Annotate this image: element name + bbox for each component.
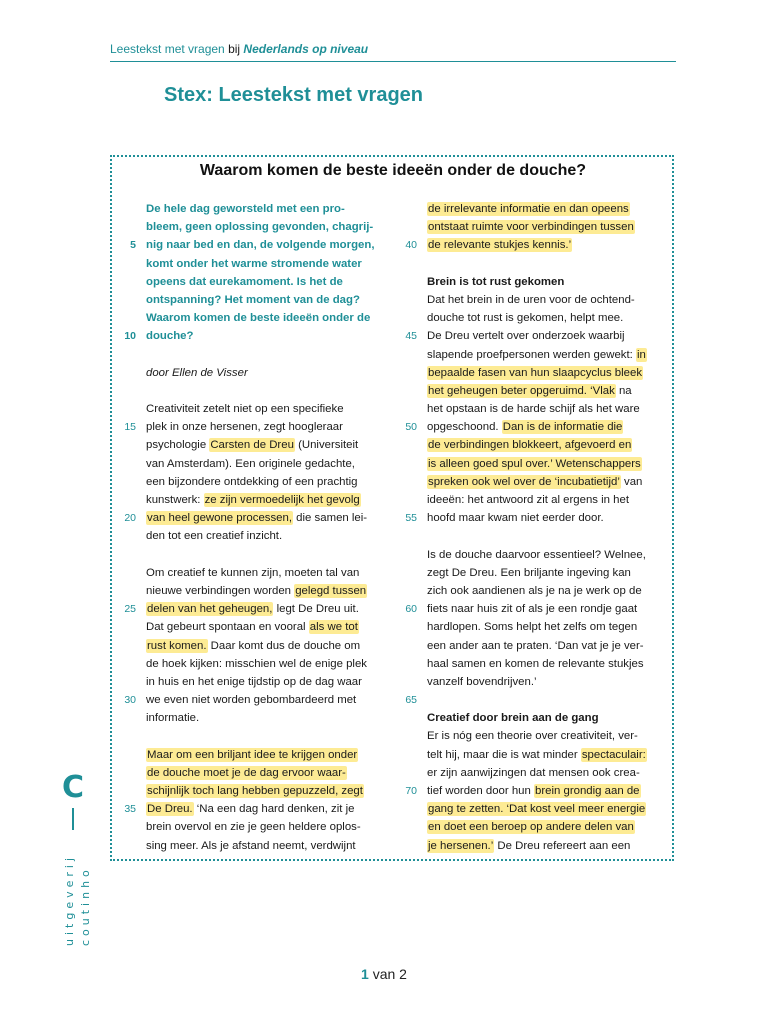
text-line [427,255,679,273]
page-number [0,966,768,982]
text-line [124,600,390,618]
highlighted-text: gang te zetten. ‘Dat kost veel meer energie [428,803,646,816]
highlighted-text: Dan is de informatie die [502,421,623,434]
text-line [427,291,679,309]
highlighted-text: gelegd tussen [295,584,367,597]
publisher-logo-bar [72,808,74,830]
text-segment: bleem, geen oplossing gevonden, chagrij- [146,221,374,234]
text-segment: opeens dat eurekamoment. Is het de [146,275,343,288]
text-segment: het opstaan is de harde schijf als het ware [427,403,640,416]
text-line [146,491,390,509]
text-line [427,473,679,491]
line-number: 10 [124,330,136,343]
text-line [146,818,390,836]
text-segment: in huis en het enige tijdstip op de dag waar [146,675,362,688]
text-line [427,764,679,782]
text-line [427,655,679,673]
highlighted-text: brein grondig aan de [535,785,640,797]
text-line [146,218,390,236]
text-line [427,546,679,564]
text-line [427,673,679,691]
text-line [427,436,679,454]
text-line [427,727,679,745]
running-header-part-a: Leestekst met vragen [110,42,225,56]
line-number: 50 [405,421,417,434]
text-segment: nieuwe verbindingen worden [146,584,295,597]
text-line [405,236,679,254]
text-line [146,655,390,673]
text-line [124,509,390,527]
text-segment: ideeën: het antwoord zit al ergens in het [427,494,630,506]
text-line [146,309,390,327]
highlighted-text: Maar om een briljant idee te krijgen onder [147,748,358,761]
text-line [427,837,679,855]
text-segment: informatie. [146,712,200,725]
text-line [427,618,679,636]
text-line [405,327,679,345]
text-line [405,691,679,709]
text-segment: Creatief door brein aan de gang [427,712,599,725]
text-line [146,400,390,418]
text-segment: De Dreu vertelt over onderzoek waarbij [427,330,625,343]
text-line [427,527,679,545]
text-line [146,746,390,764]
highlighted-text: ontstaat ruimte voor verbindingen tussen [428,221,634,234]
highlighted-text: delen van het geheugen, [147,603,273,616]
text-line [405,782,679,800]
text-line [146,618,390,636]
highlighted-text: ze zijn vermoedelijk het gevolg [204,494,360,506]
text-line [427,709,679,727]
text-segment: fiets naar huis zit of als je een rondje gaat [427,603,638,616]
text-segment: ontspanning? Het moment van de dag? [146,293,360,306]
text-line [427,309,679,327]
text-segment: opgeschoond. [427,421,502,434]
text-line [124,418,390,436]
text-segment: de hoek kijken: misschien wel de enige plek [146,657,367,670]
running-header-part-b: bij [224,42,244,56]
text-segment: De Dreu refereert aan een [494,839,631,852]
text-line [124,800,390,818]
text-line [146,364,390,382]
text-line [124,691,390,709]
publisher-logo-line2: coutinho [79,866,92,946]
text-line [427,346,679,364]
line-number: 40 [405,239,417,252]
text-segment: brein overvol en zie je geen heldere oplos- [146,821,361,834]
text-line [146,582,390,600]
line-number: 15 [124,421,136,434]
text-segment: komt onder het warme stromende water [146,257,362,270]
line-number: 35 [124,803,136,816]
running-header-part-c: Nederlands op niveau [243,42,369,56]
text-segment: Waarom komen de beste ideeën onder de [146,312,371,325]
line-number: 60 [405,603,417,616]
highlighted-text: van heel gewone processen, [147,512,293,525]
text-segment: van Amsterdam). Een originele gedachte, [146,457,355,470]
text-segment: we even niet worden gebombardeerd met [146,694,357,707]
text-line [124,327,390,345]
text-line [146,673,390,691]
highlighted-text: de douche moet je de dag ervoor waar- [147,766,346,779]
text-segment: haal samen en komen de relevante stukjes [427,657,644,670]
text-segment: den tot een creatief inzicht. [146,530,283,543]
text-line [427,491,679,509]
text-segment: ‘Na een dag hard denken, zit je [193,803,355,816]
publisher-logo-letter: C [62,770,85,805]
text-line [146,764,390,782]
text-segment: die samen lei- [293,512,368,525]
text-segment: Dat het brein in de uren voor de ochtend- [427,293,635,306]
text-line [146,637,390,655]
text-line [146,709,390,727]
text-segment: door Ellen de Visser [146,366,248,379]
article-left-column [124,200,390,855]
highlighted-text: de relevante stukjes kennis.’ [428,239,572,252]
text-line [146,546,390,564]
text-segment: (Universiteit [294,439,359,452]
page-title: Stex: Leestekst met vragen [164,84,424,106]
line-number: 25 [124,603,136,616]
header-rule [110,61,676,62]
text-segment: telt hij, maar die is wat minder [427,748,581,761]
text-line [146,200,390,218]
text-line [427,364,679,382]
text-segment: hardlopen. Soms helpt het zelfs om tegen [427,621,638,634]
text-line [146,782,390,800]
text-line [427,800,679,818]
text-line [146,527,390,545]
text-segment: vanzelf bovendrijven.’ [427,675,537,688]
highlighted-text: rust komen. [147,639,207,652]
text-line [405,600,679,618]
highlighted-text: bepaalde fasen van hun slaapcyclus bleek [428,366,643,379]
text-line [146,727,390,745]
text-line [146,382,390,400]
highlighted-text: Carsten de Dreu [210,439,294,452]
text-segment: plek in onze hersenen, zegt hoogleraar [146,421,343,434]
highlighted-text: spectaculair: [581,748,646,761]
text-line [427,818,679,836]
text-segment: sing meer. Als je afstand neemt, verdwijnt [146,839,356,852]
text-segment: douche tot rust is gekomen, helpt mee. [427,312,624,325]
text-segment: legt De Dreu uit. [273,603,359,616]
line-number: 30 [124,694,136,707]
highlighted-text: de irrelevante informatie en dan opeens [428,203,629,215]
text-segment: zich ook aandienen als je na je werk op de [427,584,642,597]
text-segment: kunstwerk: [146,494,204,506]
publisher-logo-text [62,854,94,946]
line-number: 45 [405,330,417,343]
text-line [405,418,679,436]
line-number: 20 [124,512,136,525]
text-segment: tief worden door hun [427,785,535,797]
text-segment: Dat gebeurt spontaan en vooral [146,621,309,634]
highlighted-text: spreken ook wel over de ‘incubatietijd’ [428,475,620,488]
text-segment: een ander aan te praten. ‘Dan vat je je ver- [427,639,644,652]
text-segment: hoofd maar kwam niet eerder door. [427,512,604,525]
highlighted-text: is alleen goed spul over.’ Wetenschappers [428,457,641,470]
text-segment: Is de douche daarvoor essentieel? Welnee, [427,548,646,561]
text-line [146,837,390,855]
text-segment: slapende proefpersonen werden gewekt: [427,348,636,361]
text-line [427,400,679,418]
line-number: 70 [405,785,417,797]
article-title: Waarom komen de beste ideeën onder de douche? [199,162,587,179]
text-line [146,291,390,309]
text-segment: douche? [146,330,194,343]
line-number: 55 [405,512,417,525]
text-segment: De hele dag geworsteld met een pro- [146,203,345,215]
text-line [427,200,679,218]
line-number: 5 [130,239,136,252]
text-segment: psychologie [146,439,210,452]
text-line [146,346,390,364]
highlighted-text: in [636,348,646,361]
text-line [405,509,679,527]
text-line [427,382,679,400]
text-segment: er zijn aanwijzingen dat mensen ook crea- [427,766,640,779]
text-line [130,236,390,254]
text-line [427,455,679,473]
text-segment: zegt De Dreu. Een briljante ingeving kan [427,566,631,579]
highlighted-text: de verbindingen blokkeert, afgevoerd en [428,439,632,452]
highlighted-text: als we tot [309,621,358,634]
text-line [146,473,390,491]
text-line [427,218,679,236]
text-line [146,255,390,273]
highlighted-text: je hersenen.’ [428,839,494,852]
highlighted-text: en doet een beroep op andere delen van [428,821,634,834]
text-line [427,746,679,764]
page-number-total: van 2 [368,966,407,982]
text-segment: Daar komt dus de douche om [207,639,361,652]
text-segment: na [615,384,632,397]
text-line [146,455,390,473]
text-segment: Er is nóg een theorie over creativiteit, ver- [427,730,638,743]
text-line [146,273,390,291]
running-header [110,42,368,56]
text-segment: Creativiteit zetelt niet op een specifieke [146,403,344,416]
publisher-logo-line1: uitgeverij [63,853,76,946]
text-line [427,582,679,600]
highlighted-text: schijnlijk toch lang hebben gepuzzeld, zegt [147,785,363,797]
highlighted-text: het geheugen beter opgeruimd. ‘Vlak [428,384,615,397]
text-line [146,564,390,582]
highlighted-text: De Dreu. [147,803,193,816]
text-segment: Brein is tot rust gekomen [427,275,565,288]
text-line [146,436,390,454]
text-line [427,637,679,655]
page-number-current: 1 [361,966,369,982]
text-segment: van [620,475,643,488]
text-segment: een bijzondere ontdekking of een prachtig [146,475,358,488]
text-segment: nig naar bed en dan, de volgende morgen, [146,239,375,252]
line-number: 65 [405,694,417,707]
text-line [427,564,679,582]
text-line [427,273,679,291]
text-segment: Om creatief te kunnen zijn, moeten tal van [146,566,360,579]
article-right-column [405,200,679,855]
